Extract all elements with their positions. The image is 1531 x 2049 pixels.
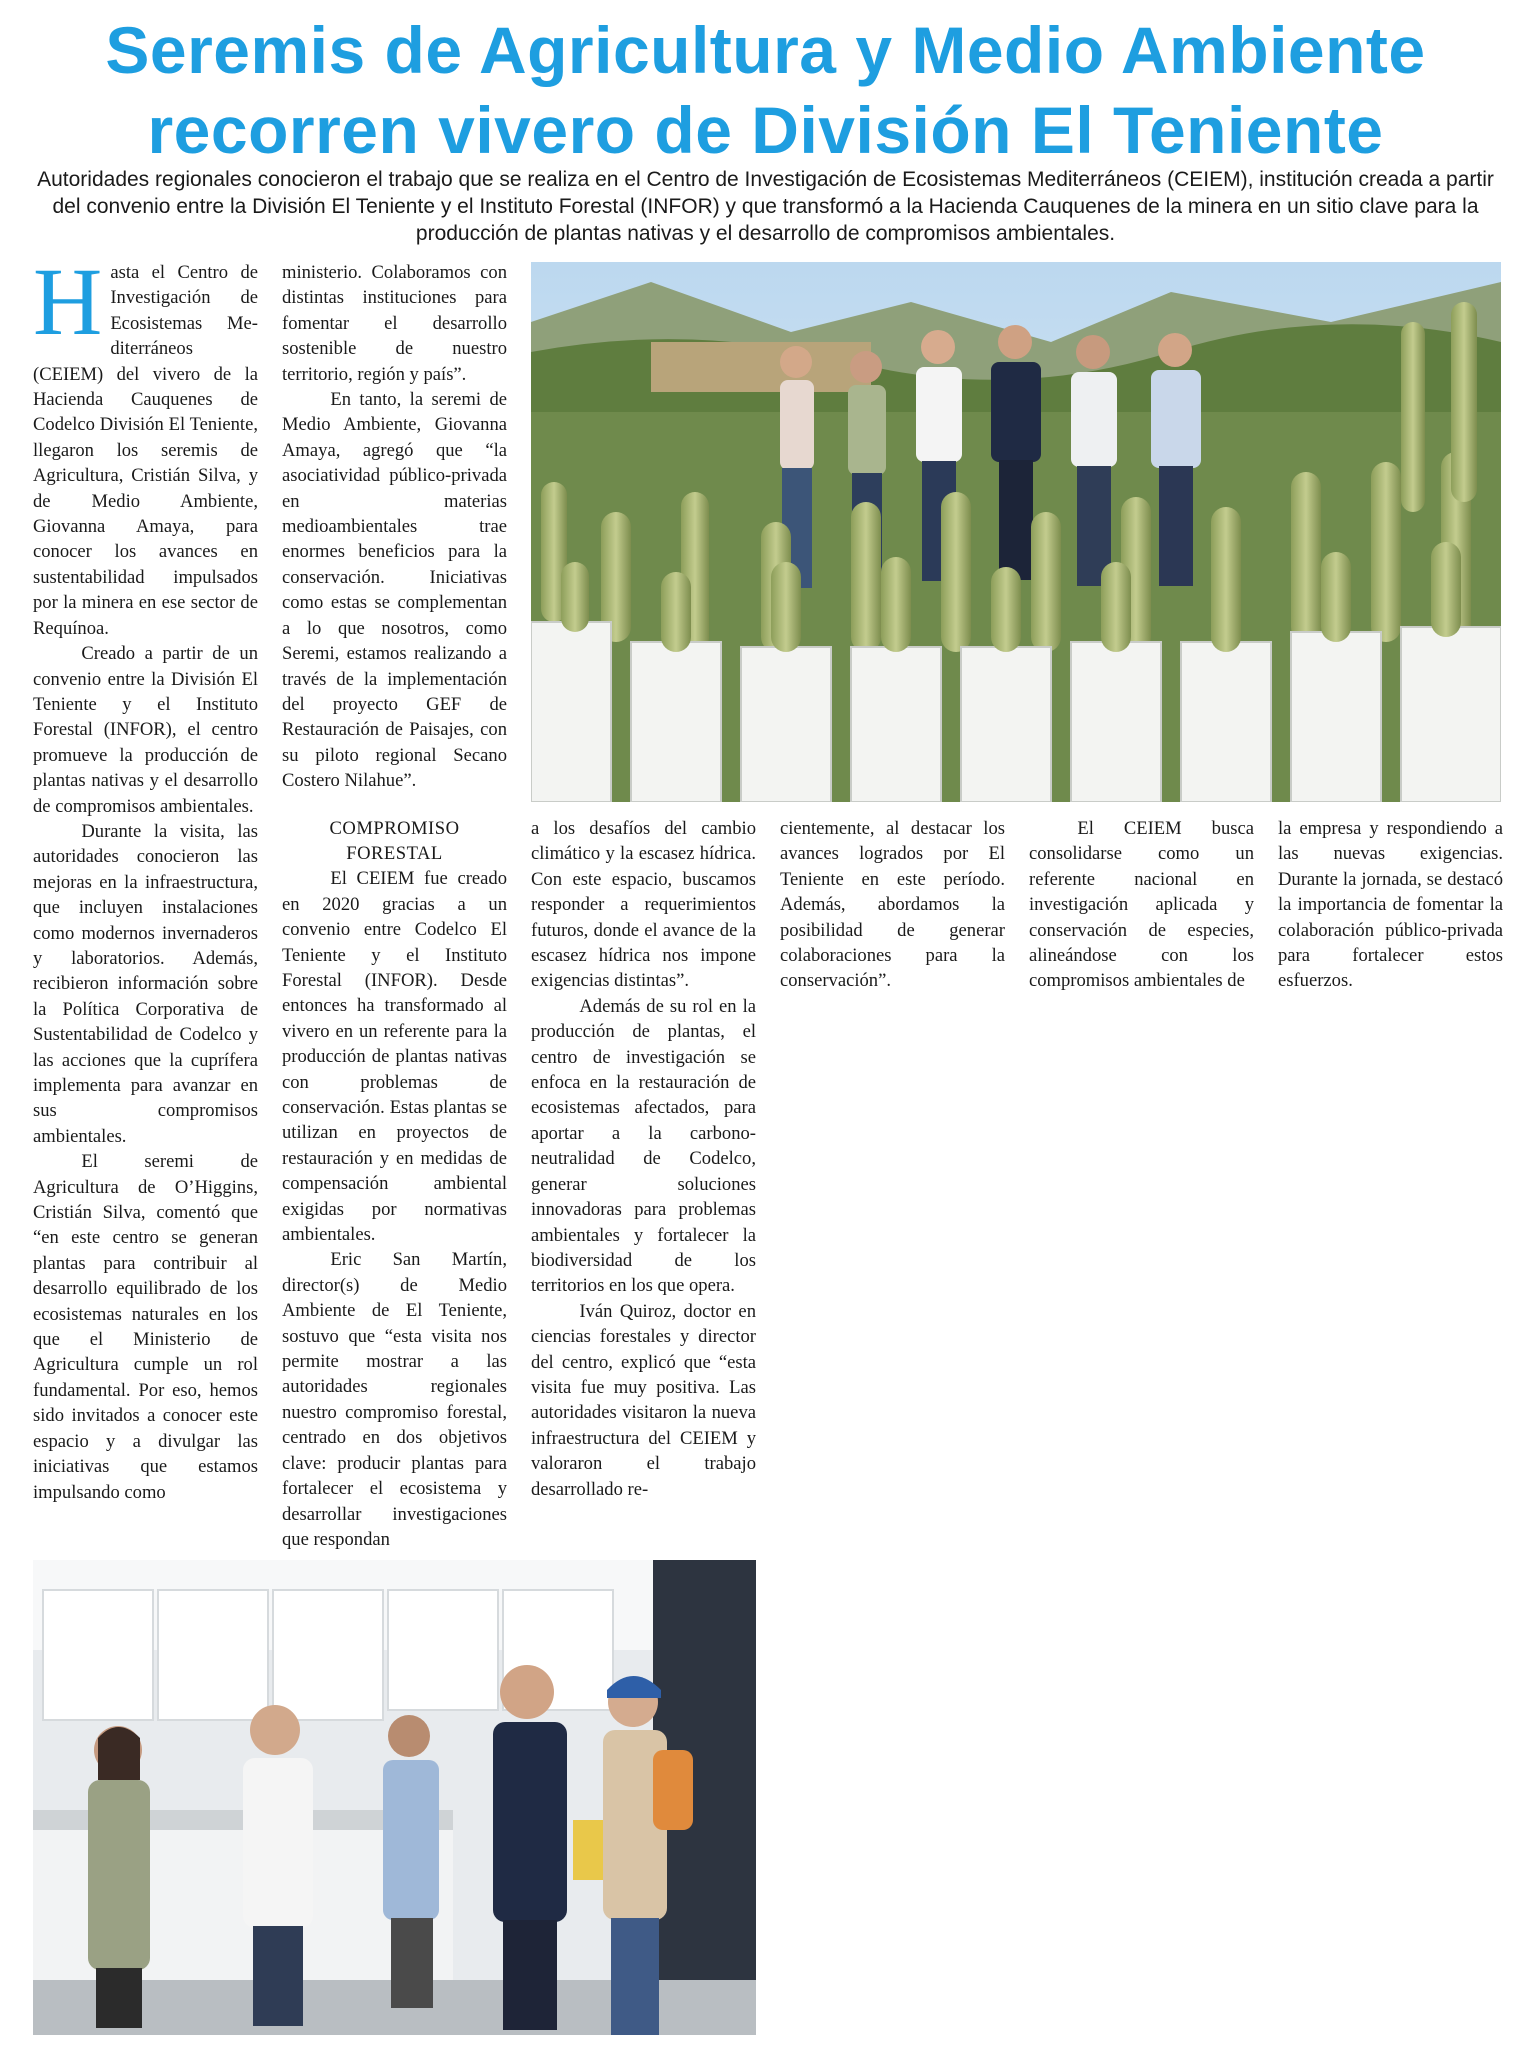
column-5 bbox=[1029, 816, 1254, 994]
col2-paragraph-2: En tanto, la seremi de Medio Ambiente, Giovanna Amaya, agregó que “la asociatividad público-privada en materias medioambientales trae enormes beneficios para la conservación. Iniciativas como estas se complementan a lo que nosotros, como Seremi, estamos realizando a través de la implementación del proyecto GEF de Restauración de Paisajes, con su piloto regional Secano Costero Nilahue”. bbox=[282, 389, 507, 792]
col2-paragraph-4: Eric San Martín, director(s) de Medio Ambiente de El Teniente, sostuvo que “esta visita nos permite mostrar a las autoridades regionales nuestro compromiso forestal, centrado en dos objetivos clave: producir plantas para fortalecer el ecosistema y desarrollar investigaciones que respondan bbox=[282, 1249, 507, 1550]
photo-cactus-nursery-image bbox=[531, 262, 1501, 802]
headline-line-2: recorren vivero de División El Teniente bbox=[147, 93, 1384, 167]
col2-paragraph-1: ministerio. Colaboramos con distintas instituciones para fomentar el desarrollo sostenible de nuestro territorio, región y país”. bbox=[282, 262, 507, 385]
headline bbox=[20, 10, 1511, 170]
photo-laboratory-visit bbox=[33, 1560, 756, 2035]
col1-paragraph-3: Durante la visita, las autoridades conocieron las mejoras en la infraestructura, que incluyen instalaciones como modernos invernaderos y laboratorios. Además, recibieron información sobre la Política Corporativa de Sustentabilidad de Codelco y las acciones que la cuprífera implementa para avanzar en sus compromisos ambientales. bbox=[33, 820, 258, 1147]
col1-paragraph-4: El seremi de Agricultura de O’Higgins, Cristián Silva, comentó que “en este centro se generan plantas para contribuir al desarrollo equilibrado de los ecosistemas naturales en los que el Ministerio de Agricultura cumple un rol fundamental. Por eso, hemos sido invitados a conocer este espacio y a divulgar las iniciativas que estamos impulsando como bbox=[33, 1151, 258, 1503]
photo-cactus-nursery bbox=[531, 262, 1501, 802]
col3-paragraph-2: Además de su rol en la producción de plantas, el centro de investigación se enfoca en la restauración de ecosistemas afectados, para aportar a la carbono-neutralidad de Codelco, generar soluciones innovadoras para problemas ambientales y fortalecer la biodiversidad de los territorios en los que opera. bbox=[531, 995, 756, 1297]
deck-summary: Autoridades regionales conocieron el trabajo que se realiza en el Centro de Investigación de Ecosistemas Mediterráneos (CEIEM), institución creada a partir del convenio entre la División El Teniente y el Instituto Forestal (INFOR) y que transformó a la Hacienda Cauquenes de la minera en un sitio clave para la producción de plantas nativas y el desarrollo de compromisos ambientales. bbox=[37, 168, 1494, 245]
column-6 bbox=[1278, 816, 1503, 994]
section-subhead: COMPROMISO FORESTAL bbox=[329, 817, 460, 864]
col3-paragraph-3: Iván Quiroz, doctor en ciencias forestales y director del centro, explicó que “esta visita fue muy positiva. Las autoridades visitaron la nueva infraestructura del CEIEM y valoraron el trabajo desarrollado re- bbox=[531, 1300, 756, 1500]
headline-line-1: Seremis de Agricultura y Medio Ambiente bbox=[105, 13, 1426, 87]
col1-paragraph-2: Creado a partir de un convenio entre la División El Teniente y el Instituto Forestal (INFOR), el centro promueve la producción de plantas nativas y el desarrollo de compromisos ambientales. bbox=[33, 643, 258, 817]
col4-paragraph-1: cientemente, al destacar los avances logrados por El Teniente en este período. Además, abordamos la posibilidad de generar colaboraciones para la conservación”. bbox=[780, 818, 1005, 992]
col2-paragraph-3: El CEIEM fue creado en 2020 gracias a un convenio entre Codelco El Teniente y el Instituto Forestal (INFOR). Desde entonces ha transformado al vivero en un referente para la producción de plantas nativas con problemas de conservación. Estas plantas se utilizan en proyectos de restauración y en medidas de compensación ambiental exigidas por normativas ambientales. bbox=[282, 868, 507, 1246]
col6-paragraph-1: la empresa y respondiendo a las nuevas exigencias. Durante la jornada, se destacó la importancia de fomentar la colaboración público-privada para fortalecer estos esfuerzos. bbox=[1278, 818, 1503, 992]
drop-cap: H bbox=[33, 248, 103, 355]
column-3 bbox=[531, 816, 756, 1502]
col5-paragraph-1: El CEIEM busca consolidarse como un referente nacional en investigación aplicada y conservación de especies, alineándose con los compromisos ambientales de bbox=[1029, 818, 1254, 992]
col1-paragraph-1: asta el Centro de Investigación de Ecosistemas Me-diterráneos (CEIEM) del vivero de la Hacienda Cauquenes de Codelco División El Teniente, llegaron los seremis de Agricultura, Cristián Silva, y de Medio Ambiente, Giovanna Amaya, para conocer los avances en sustentabilidad impulsados por la minera en ese sector de Requínoa. bbox=[33, 262, 258, 639]
column-4 bbox=[780, 816, 1005, 994]
column-1 bbox=[33, 248, 258, 1505]
photo-laboratory-visit-image bbox=[33, 1560, 756, 2035]
column-2 bbox=[282, 260, 507, 1552]
col3-paragraph-1: a los desafíos del cambio climático y la escasez hídrica. Con este espacio, buscamos responder a requerimientos futuros, donde el avance de la escasez hídrica nos impone exigencias distintas”. bbox=[531, 818, 756, 992]
